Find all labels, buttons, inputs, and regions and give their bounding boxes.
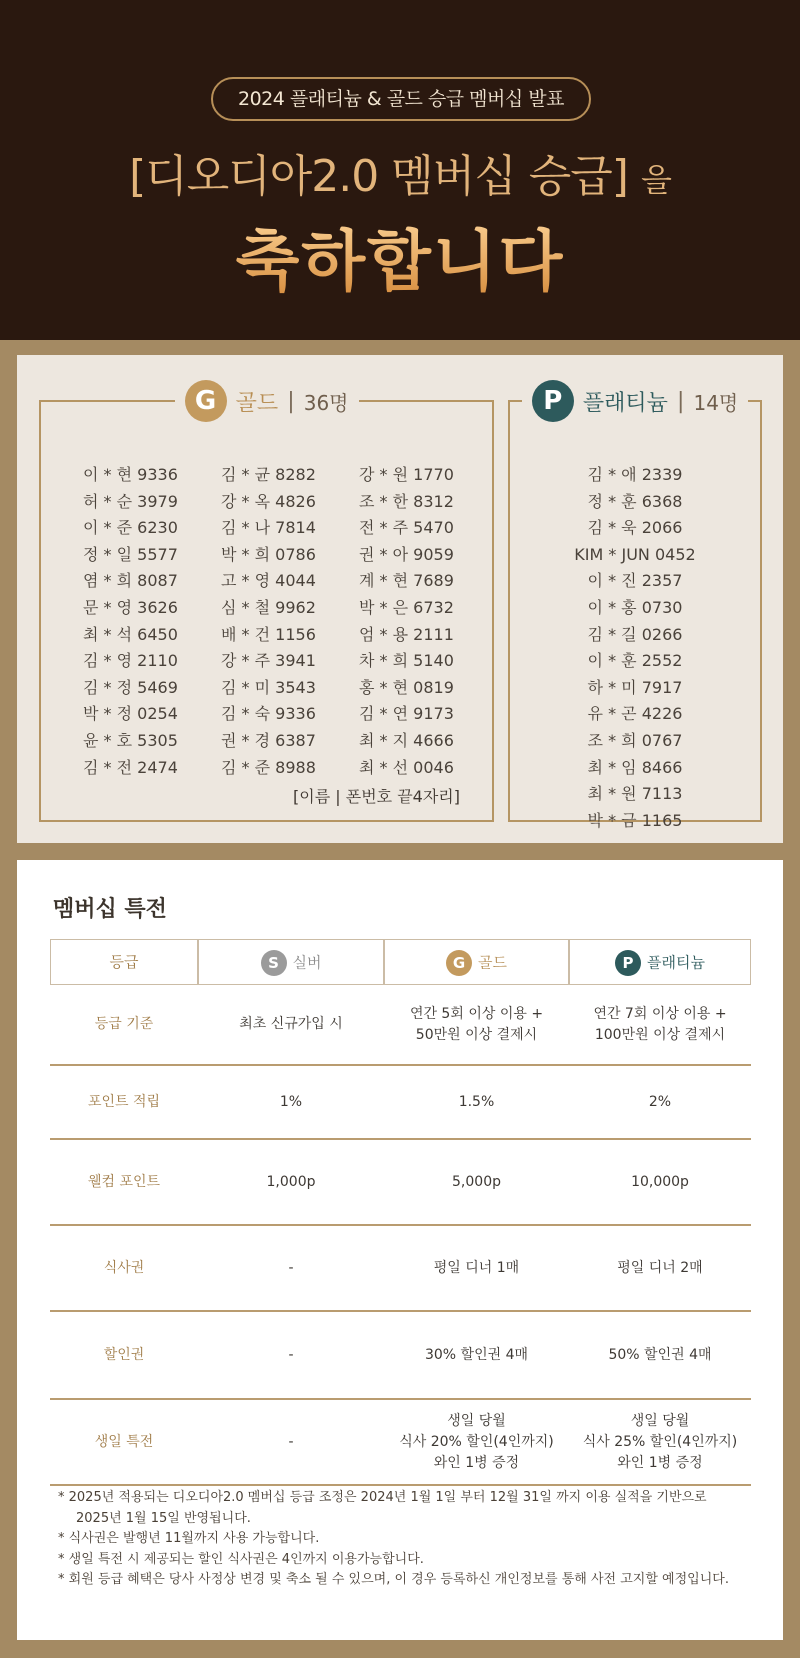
member-name: 김 * 준 8988: [221, 757, 316, 777]
member-name: 김 * 정 5469: [83, 677, 178, 697]
benefits-panel: [17, 860, 783, 1640]
header-grade: [50, 939, 198, 985]
platinum-value: 생일 당월 식사 25% 할인(4인까지) 와인 1병 증정: [582, 1412, 738, 1471]
benefits-title: 멤버십 특전: [53, 897, 167, 922]
gold-count: 36명: [303, 390, 349, 415]
header-gold: [384, 939, 569, 985]
member-name: 이 * 준 6230: [83, 518, 178, 538]
member-name: 홍 * 현 0819: [359, 677, 454, 697]
member-name: 최 * 임 8466: [587, 757, 683, 777]
row-label: 웰컴 포인트: [87, 1173, 161, 1190]
gold-names-col1: [83, 462, 178, 781]
header-grade-label: 등급: [109, 953, 139, 971]
hero-title-main: [디오디아2.0 멤버십 승급]: [129, 151, 628, 202]
footnote: * 식사권은 발행년 11월까지 사용 가능합니다.: [58, 1531, 320, 1546]
platinum-value: 연간 7회 이상 이용 + 100만원 이상 결제시: [593, 1005, 727, 1043]
member-name: 최 * 원 7113: [587, 784, 683, 804]
benefit-row-discount: [50, 1312, 751, 1400]
row-label: 등급 기준: [94, 1016, 154, 1032]
gold-members-box: [39, 386, 494, 822]
silver-value: -: [288, 1259, 294, 1276]
gold-badge-icon: G: [446, 950, 472, 976]
member-name: 김 * 애 2339: [587, 465, 683, 484]
benefit-row-points: [50, 1066, 751, 1140]
row-label: 식사권: [103, 1259, 145, 1276]
member-name: 유 * 곤 4226: [587, 704, 683, 724]
gold-value: 1.5%: [458, 1093, 495, 1110]
hero-congrats: 축하합니다: [0, 208, 800, 303]
member-name: 강 * 옥 4826: [221, 491, 316, 511]
hero-title: [0, 140, 800, 204]
member-name: 차 * 희 5140: [359, 651, 454, 671]
row-label: 생일 특전: [94, 1433, 154, 1450]
footnote: * 2025년 적용되는 디오디아2.0 멤버십 등급 조정은 2024년 1월 1일 부터 12월 31일 까지 이용 실적을 기반으로: [58, 1490, 707, 1505]
member-name: 박 * 희 0786: [221, 544, 316, 564]
member-name: 전 * 주 5470: [359, 518, 454, 538]
member-name: 강 * 주 3941: [221, 651, 316, 671]
footnotes: [58, 1488, 729, 1591]
member-name: 심 * 철 9962: [221, 597, 316, 617]
gold-label: 골드: [235, 390, 279, 416]
member-name: 이 * 홍 0730: [587, 597, 683, 617]
header-divider: |: [287, 388, 295, 414]
row-label: 포인트 적립: [87, 1093, 161, 1110]
gold-value: 5,000p: [452, 1173, 501, 1190]
member-name: 최 * 석 6450: [83, 624, 178, 644]
silver-value: 1%: [279, 1093, 303, 1110]
member-name: 고 * 영 4044: [221, 571, 316, 591]
header-silver: [198, 939, 384, 985]
platinum-members-box: [508, 386, 762, 830]
silver-badge-icon: S: [261, 950, 287, 976]
platinum-count: 14명: [693, 390, 739, 415]
platinum-header: [522, 380, 749, 422]
member-name: 김 * 미 3543: [221, 677, 316, 697]
hero-title-particle: 을: [640, 161, 671, 199]
member-name: 허 * 순 3979: [83, 491, 178, 511]
member-name: 정 * 훈 6368: [587, 491, 683, 511]
header-divider: |: [676, 388, 685, 414]
benefit-row-meal: [50, 1226, 751, 1312]
member-name: 염 * 희 8087: [83, 571, 178, 591]
member-name: 계 * 현 7689: [359, 571, 454, 591]
member-name: 조 * 한 8312: [359, 491, 454, 511]
platinum-value: 평일 디너 2매: [617, 1259, 703, 1276]
member-name: 하 * 미 7917: [587, 677, 683, 697]
silver-value: 최초 신규가입 시: [239, 1016, 343, 1032]
header-gold-label: 골드: [478, 953, 507, 972]
footnote: * 생일 특전 시 제공되는 할인 식사권은 4인까지 이용가능합니다.: [58, 1551, 424, 1567]
gold-value: 30% 할인권 4매: [424, 1346, 529, 1363]
member-name: 김 * 나 7814: [221, 518, 316, 538]
gold-names-col3: [359, 462, 454, 781]
header-platinum: [569, 939, 751, 985]
member-name: 윤 * 호 5305: [83, 730, 178, 750]
member-name: KIM * JUN 0452: [574, 544, 696, 564]
name-format-legend: [이름 | 폰번호 끝4자리]: [293, 787, 460, 806]
member-name: 박 * 정 0254: [83, 704, 178, 724]
benefit-row-welcome: [50, 1140, 751, 1226]
member-name: 이 * 훈 2552: [587, 651, 683, 671]
member-name: 최 * 지 4666: [359, 730, 454, 750]
silver-value: -: [288, 1433, 294, 1450]
platinum-names: [510, 462, 760, 834]
footnote: 2025년 1월 15일 반영됩니다.: [76, 1510, 251, 1526]
member-name: 김 * 균 8282: [221, 465, 316, 484]
platinum-badge-icon: P: [615, 950, 641, 976]
gold-header: [175, 380, 359, 422]
member-name: 김 * 욱 2066: [587, 518, 683, 538]
platinum-badge-icon: P: [532, 380, 574, 422]
member-name: 조 * 희 0767: [587, 730, 683, 750]
gold-value: 평일 디너 1매: [433, 1259, 520, 1276]
member-name: 김 * 길 0266: [587, 624, 683, 644]
gold-badge-icon: G: [185, 380, 227, 422]
member-name: 이 * 현 9336: [83, 465, 178, 484]
member-name: 권 * 아 9059: [359, 544, 454, 564]
row-label: 할인권: [103, 1346, 145, 1363]
member-name: 박 * 은 6732: [359, 597, 454, 617]
gold-value: 생일 당월 식사 20% 할인(4인까지) 와인 1병 증정: [399, 1412, 554, 1471]
member-name: 김 * 숙 9336: [221, 704, 316, 724]
silver-value: -: [288, 1346, 294, 1363]
member-name: 이 * 진 2357: [587, 571, 683, 591]
announcement-pill: 2024 플래티늄 & 골드 승급 멤버십 발표: [211, 77, 591, 121]
silver-value: 1,000p: [266, 1173, 316, 1190]
member-name: 김 * 영 2110: [83, 651, 178, 671]
member-name: 정 * 일 5577: [83, 544, 178, 564]
member-name: 최 * 선 0046: [359, 757, 454, 777]
member-name: 배 * 건 1156: [221, 624, 316, 644]
platinum-value: 2%: [648, 1093, 672, 1110]
gold-names-col2: [221, 462, 316, 781]
member-name: 박 * 금 1165: [587, 810, 683, 830]
platinum-label: 플래티늄: [582, 390, 668, 416]
benefit-row-birthday: [50, 1400, 751, 1486]
member-name: 권 * 경 6387: [221, 730, 316, 750]
platinum-value: 10,000p: [631, 1173, 689, 1190]
member-name: 김 * 연 9173: [359, 704, 454, 724]
member-name: 엄 * 용 2111: [359, 624, 454, 644]
header-silver-label: 실버: [292, 953, 322, 972]
gold-value: 연간 5회 이상 이용 + 50만원 이상 결제시: [409, 1005, 544, 1043]
member-name: 문 * 영 3626: [83, 597, 178, 617]
footnote: * 회원 등급 혜택은 당사 사정상 변경 및 축소 될 수 있으며, 이 경우 등록하신 개인정보를 통해 사전 고지할 예정입니다.: [58, 1572, 729, 1587]
hero-banner: [0, 0, 800, 340]
member-name: 김 * 전 2474: [83, 757, 178, 777]
members-panel: [17, 355, 783, 843]
platinum-value: 50% 할인권 4매: [608, 1346, 712, 1363]
benefit-row-criteria: [50, 985, 751, 1066]
member-name: 강 * 원 1770: [359, 465, 454, 484]
header-platinum-label: 플래티늄: [647, 953, 705, 972]
